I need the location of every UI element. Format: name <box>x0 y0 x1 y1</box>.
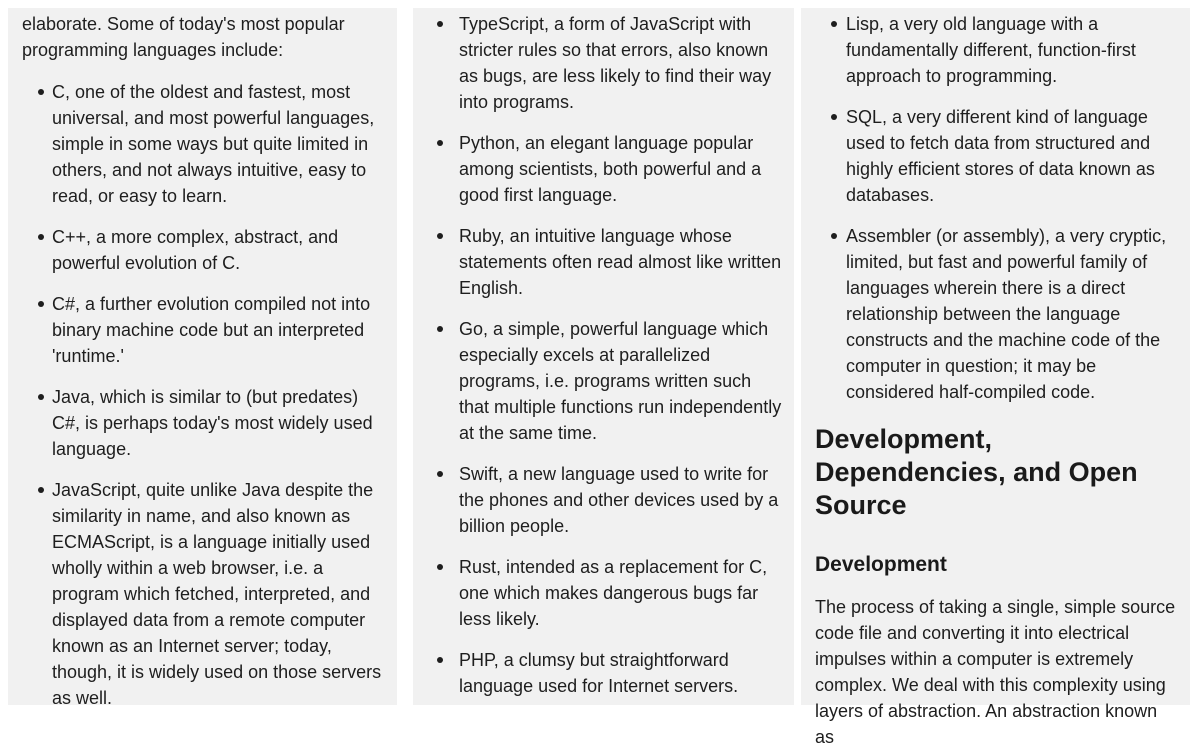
text-column-middle <box>413 8 794 705</box>
list-item-csharp <box>22 291 397 369</box>
bullet-icon <box>437 564 443 570</box>
list-item-cpp <box>22 224 397 276</box>
list-item-assembler <box>815 223 1190 405</box>
list-item-text: C, one of the oldest and fastest, most universal, and most powerful languages, simple in some ways but quite limited in others, and not always intuitive, easy to read, or easy to learn. <box>52 82 375 206</box>
list-item-php <box>435 647 794 699</box>
language-list <box>22 79 397 711</box>
bullet-icon <box>38 487 44 493</box>
list-item-text: SQL, a very different kind of language used to fetch data from structured and highly efficient stores of data known as databases. <box>846 107 1155 205</box>
list-item-sql <box>815 104 1190 208</box>
list-item-text: Java, which is similar to (but predates) C#, is perhaps today's most widely used language. <box>52 387 373 459</box>
bullet-icon <box>38 234 44 240</box>
list-item-text: TypeScript, a form of JavaScript with stricter rules so that errors, also known as bugs, are less likely to find their way into programs. <box>459 14 772 112</box>
list-item-rust <box>435 554 794 632</box>
bullet-icon <box>831 233 837 239</box>
list-item-text: C++, a more complex, abstract, and powerful evolution of C. <box>52 227 339 273</box>
language-list <box>815 11 1190 405</box>
list-item-javascript <box>22 477 397 711</box>
bullet-icon <box>437 657 443 663</box>
list-item-text: C#, a further evolution compiled not into binary machine code but an interpreted 'runtime.' <box>52 294 371 366</box>
bullet-icon <box>831 21 837 27</box>
list-item-text: Rust, intended as a replacement for C, one which makes dangerous bugs far less likely. <box>459 557 768 629</box>
list-item-typescript <box>435 11 794 115</box>
list-item-text: Lisp, a very old language with a fundamentally different, function-first approach to programming. <box>846 14 1136 86</box>
bullet-icon <box>437 471 443 477</box>
list-item-text: Assembler (or assembly), a very cryptic, limited, but fast and powerful family of languages wherein there is a direct relationship between the language constructs and the machine code of the computer in question; it may be considered half-compiled code. <box>846 226 1167 402</box>
bullet-icon <box>437 233 443 239</box>
list-item-go <box>435 316 794 446</box>
text-column-right <box>801 8 1190 747</box>
list-item-text: Ruby, an intuitive language whose statements often read almost like written English. <box>459 226 782 298</box>
list-item-text: Swift, a new language used to write for the phones and other devices used by a billion people. <box>459 464 779 536</box>
intro-paragraph: elaborate. Some of today's most popular programming languages include: <box>22 14 345 60</box>
bullet-icon <box>38 301 44 307</box>
list-item-text: PHP, a clumsy but straightforward language used for Internet servers. <box>459 650 739 696</box>
list-item-lisp <box>815 11 1190 89</box>
list-item-text: Go, a simple, powerful language which especially excels at parallelized programs, i.e. programs written such that multiple functions run independently at the same time. <box>459 319 782 443</box>
bullet-icon <box>437 140 443 146</box>
bullet-icon <box>38 89 44 95</box>
bullet-icon <box>38 394 44 400</box>
development-paragraph: The process of taking a single, simple source code file and converting it into electrical impulses within a computer is extremely complex. We deal with this complexity using layers of abstraction. An abstraction known as <box>815 597 1176 747</box>
list-item-python <box>435 130 794 208</box>
text-column-left <box>8 8 397 708</box>
list-item-java <box>22 384 397 462</box>
list-item-swift <box>435 461 794 539</box>
bullet-icon <box>437 21 443 27</box>
language-list <box>435 11 794 699</box>
list-item-text: Python, an elegant language popular among scientists, both powerful and a good first language. <box>459 133 762 205</box>
section-heading: Development, Dependencies, and Open Source <box>815 424 1138 520</box>
bullet-icon <box>831 114 837 120</box>
bullet-icon <box>437 326 443 332</box>
subsection-heading: Development <box>815 553 947 576</box>
list-item-c <box>22 79 397 209</box>
list-item-text: JavaScript, quite unlike Java despite the similarity in name, and also known as ECMAScript, is a language initially used wholly within a web browser, i.e. a program which fetched, interpreted, and displayed data from a remote computer known as an Internet server; today, though, it is widely used on those servers as well. <box>52 480 382 708</box>
list-item-ruby <box>435 223 794 301</box>
